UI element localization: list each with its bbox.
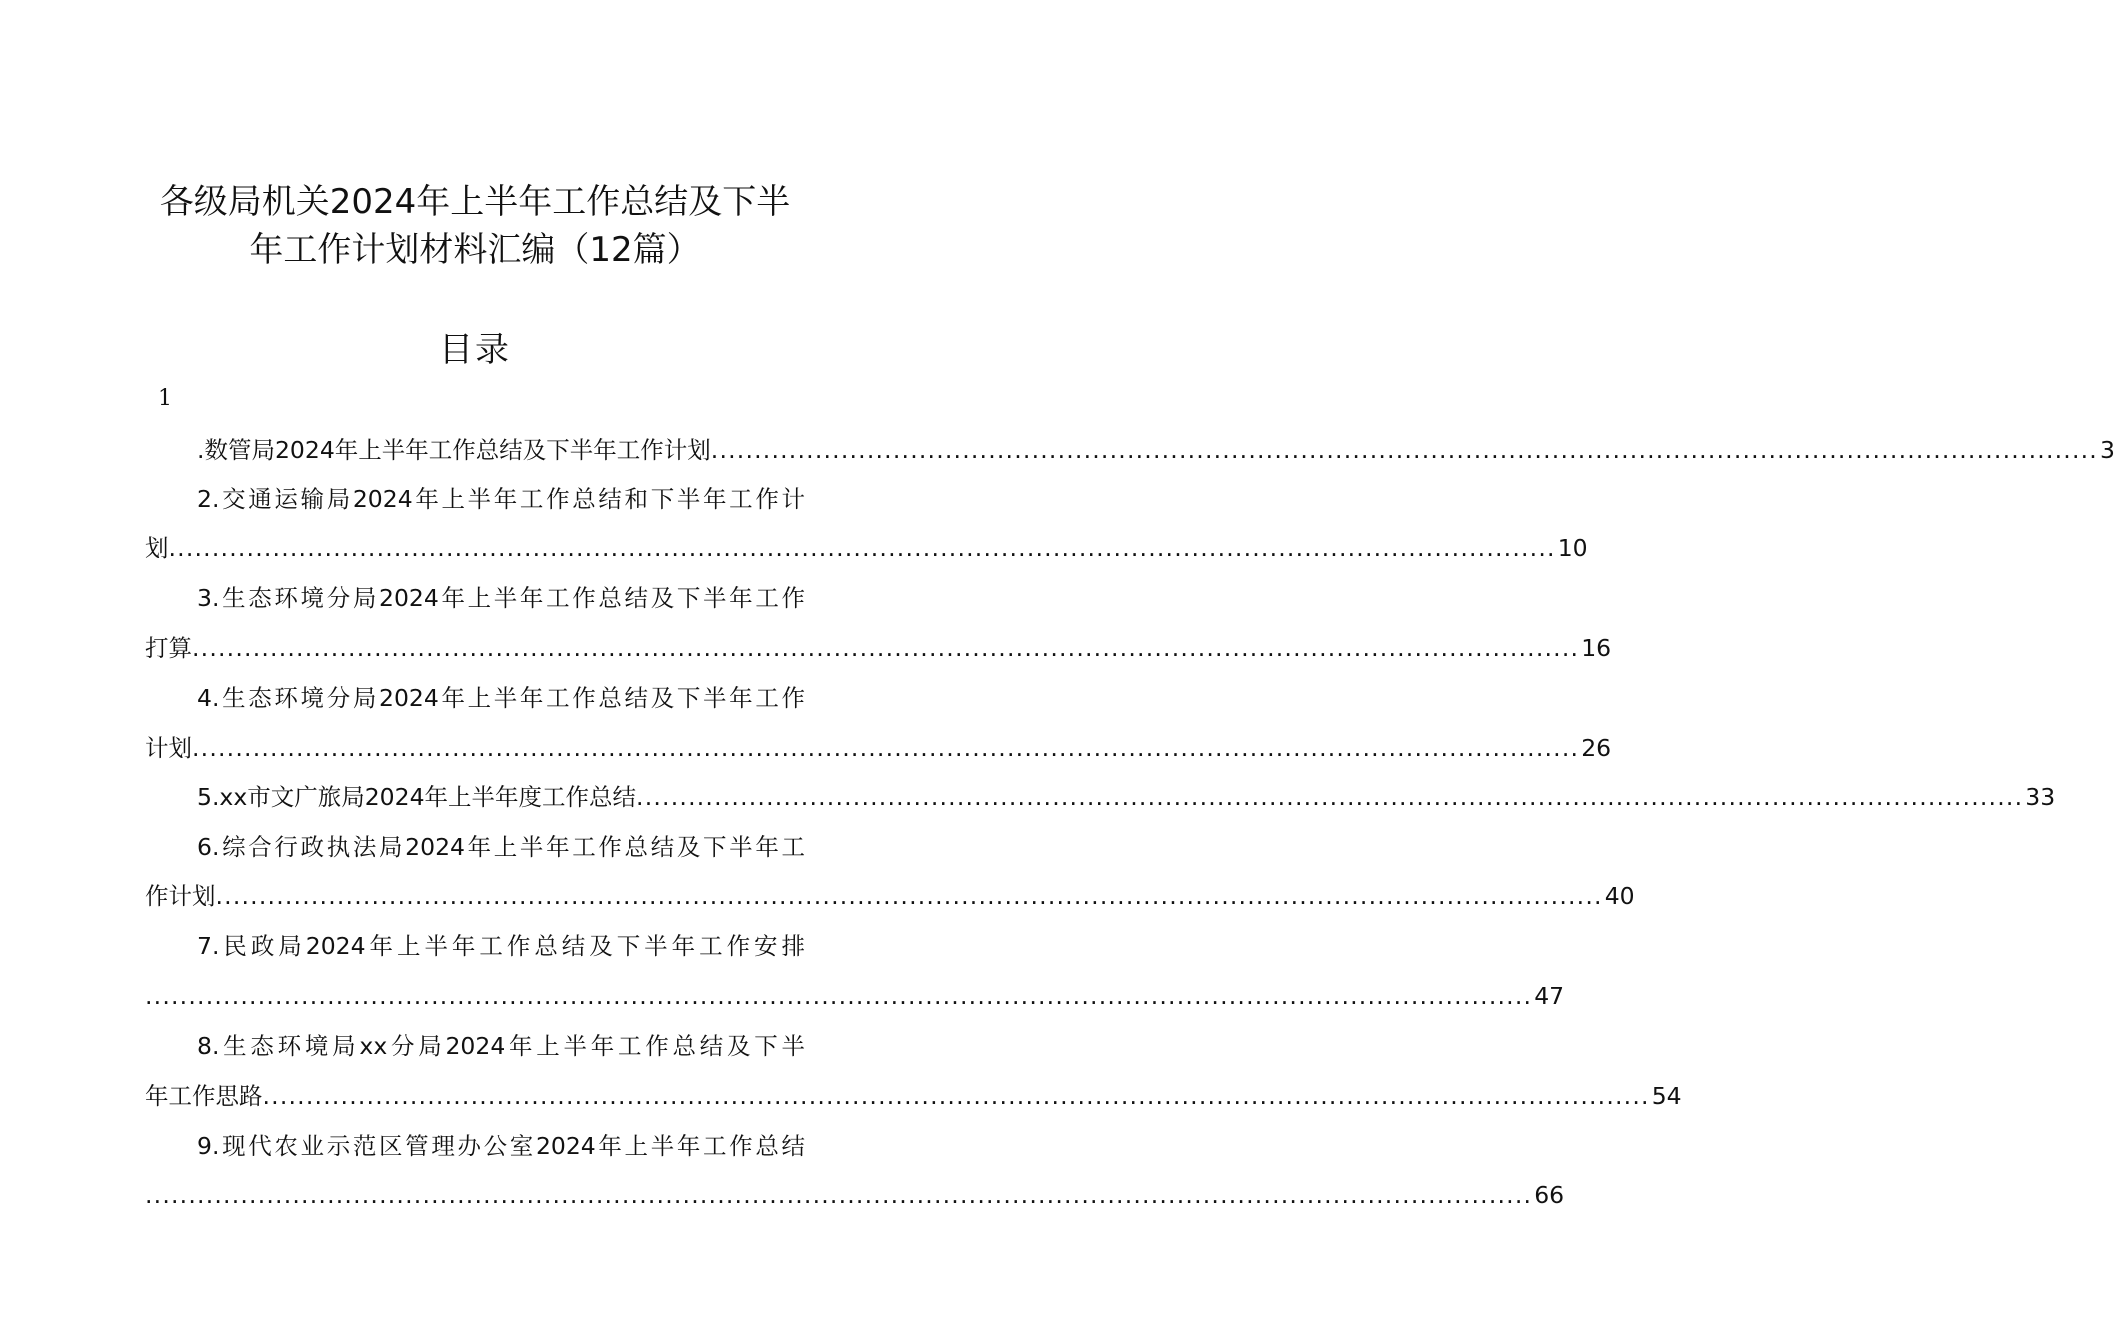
document-title-line-1: 各级局机关2024年上半年工作总结及下半 xyxy=(159,182,791,222)
toc-entry-2-line-1[interactable]: 2.交通运输局2024年上半年工作总结和下半年工作计 xyxy=(197,485,805,513)
toc-entry-title: 计划 xyxy=(145,734,192,762)
toc-page-number: 47 xyxy=(1534,982,1565,1010)
toc-entry-title: 划 xyxy=(145,534,169,562)
toc-page-number: 3 xyxy=(2099,436,2115,464)
toc-entry-9-line-1[interactable]: 9.现代农业示范区管理办公室2024年上半年工作总结 xyxy=(197,1132,805,1160)
toc-dot-leader: ................................................................................................................................................................ xyxy=(145,1181,1533,1209)
toc-entry-title: .数管局2024年上半年工作总结及下半年工作计划 xyxy=(197,436,711,464)
toc-page-number: 10 xyxy=(1557,534,1588,562)
toc-entry-title: 5.xx市文广旅局2024年上半年度工作总结 xyxy=(197,783,637,811)
toc-entry-title: 作计划 xyxy=(145,882,216,910)
toc-page-number: 26 xyxy=(1581,734,1612,762)
toc-page-number: 16 xyxy=(1581,634,1612,662)
toc-dot-leader: ................................................................................................................................................................ xyxy=(192,634,1580,662)
toc-entry-title: 打算 xyxy=(145,634,192,662)
toc-entry-9-line-2[interactable] xyxy=(145,1179,1565,1211)
toc-entry-title: 年工作思路 xyxy=(145,1082,263,1110)
toc-entry-4-line-2[interactable] xyxy=(145,732,1612,764)
toc-dot-leader: ................................................................................................................................................................ xyxy=(710,436,2098,464)
toc-heading: 目录 xyxy=(439,330,511,370)
toc-page-number: 33 xyxy=(2025,783,2056,811)
toc-entry-2-line-2[interactable] xyxy=(145,532,1588,564)
toc-dot-leader: ................................................................................................................................................................ xyxy=(145,982,1533,1010)
toc-entry-5[interactable] xyxy=(197,781,2056,813)
toc-entry-7-line-1[interactable]: 7.民政局2024年上半年工作总结及下半年工作安排 xyxy=(197,932,805,960)
toc-entry-6-line-1[interactable]: 6.综合行政执法局2024年上半年工作总结及下半年工 xyxy=(197,833,805,861)
toc-dot-leader: ................................................................................................................................................................ xyxy=(192,734,1580,762)
document-title-line-2: 年工作计划材料汇编（12篇） xyxy=(249,230,701,270)
toc-page-number: 40 xyxy=(1604,882,1635,910)
toc-entry-3-line-1[interactable]: 3.生态环境分局2024年上半年工作总结及下半年工作 xyxy=(197,584,805,612)
toc-entry-7-line-2[interactable] xyxy=(145,980,1565,1012)
toc-dot-leader: ................................................................................................................................................................ xyxy=(636,783,2024,811)
toc-entry-1[interactable] xyxy=(197,434,2115,466)
toc-dot-leader: ................................................................................................................................................................ xyxy=(215,882,1603,910)
toc-dot-leader: ................................................................................................................................................................ xyxy=(262,1082,1650,1110)
toc-entry-8-line-2[interactable] xyxy=(145,1080,1682,1112)
toc-entry-3-line-2[interactable] xyxy=(145,632,1612,664)
stray-list-number: 1 xyxy=(158,386,172,411)
toc-page-number: 66 xyxy=(1534,1181,1565,1209)
toc-page-number: 54 xyxy=(1651,1082,1682,1110)
toc-entry-4-line-1[interactable]: 4.生态环境分局2024年上半年工作总结及下半年工作 xyxy=(197,684,805,712)
toc-dot-leader: ................................................................................................................................................................ xyxy=(168,534,1556,562)
toc-entry-8-line-1[interactable]: 8.生态环境局xx分局2024年上半年工作总结及下半 xyxy=(197,1032,805,1060)
toc-entry-6-line-2[interactable] xyxy=(145,880,1635,912)
